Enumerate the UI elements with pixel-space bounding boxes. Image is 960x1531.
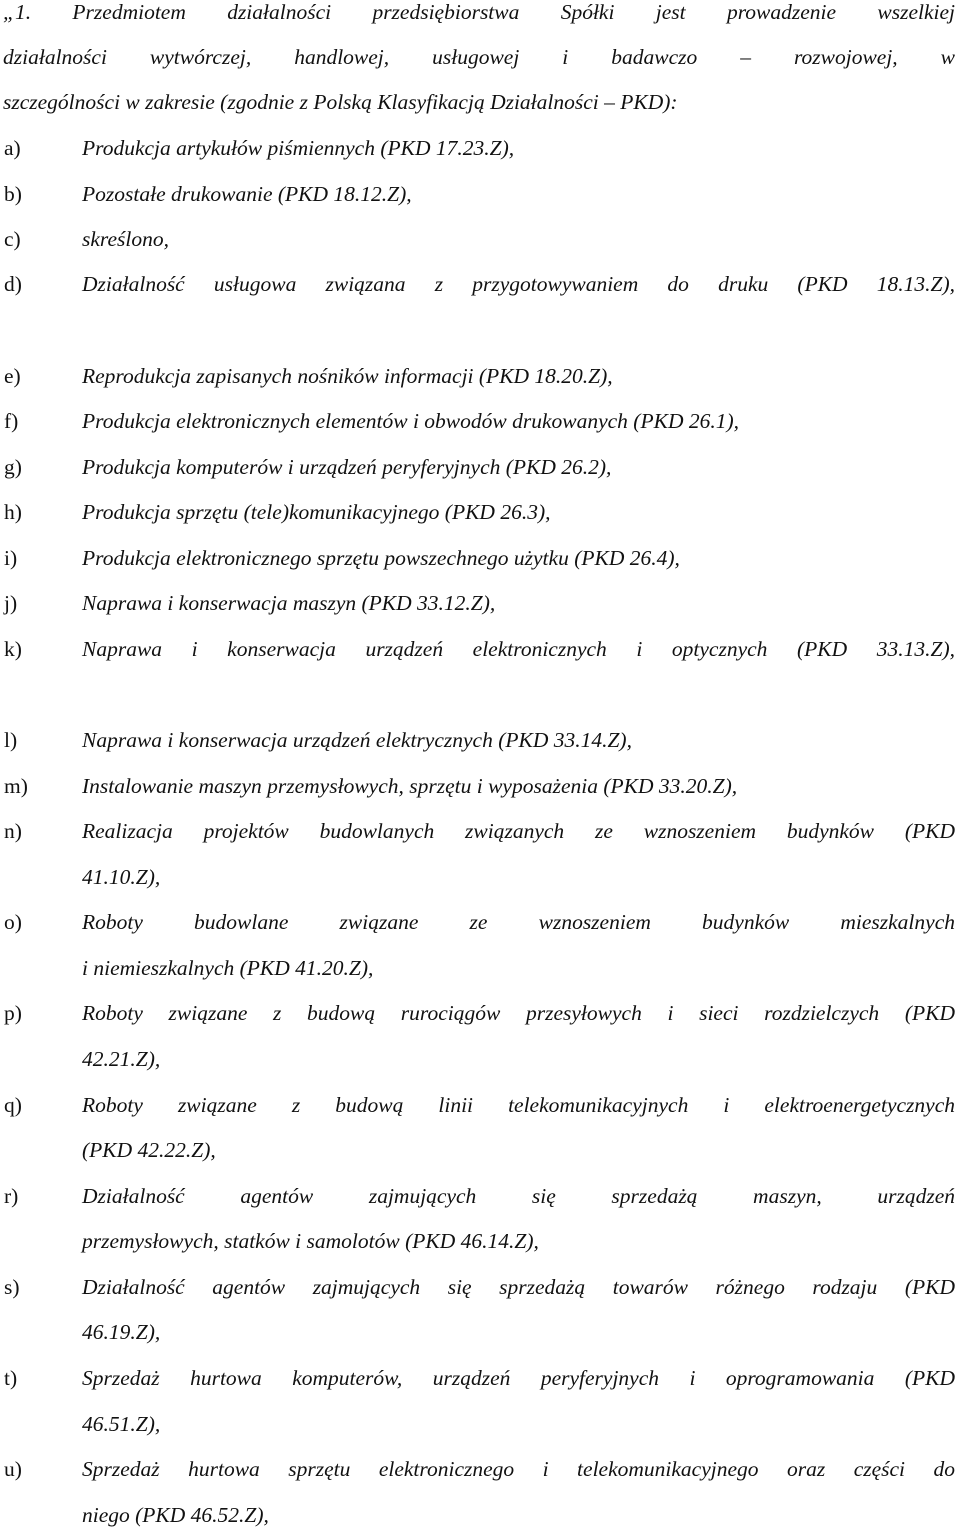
list-item-text-q-cont: (PKD 42.22.Z),: [82, 1138, 216, 1162]
list-item-letter-u: u): [4, 1457, 22, 1481]
list-item-text-r-cont: przemysłowych, statków i samolotów (PKD 46.14.Z),: [82, 1229, 539, 1253]
list-item-text-m: Instalowanie maszyn przemysłowych, sprzętu i wyposażenia (PKD 33.20.Z),: [82, 774, 738, 798]
list-item-letter-b: b): [4, 182, 22, 206]
list-item-text-l: Naprawa i konserwacja urządzeń elektrycznych (PKD 33.14.Z),: [82, 728, 632, 752]
list-item-text-u: Sprzedaż hurtowa sprzętu elektronicznego i telekomunikacyjnego oraz części do: [82, 1457, 955, 1481]
list-item-text-f: Produkcja elektronicznych elementów i obwodów drukowanych (PKD 26.1),: [82, 409, 739, 433]
list-item-letter-j: j): [4, 591, 18, 615]
list-item-text-n: Realizacja projektów budowlanych związanych ze wznoszeniem budynków (PKD: [82, 819, 955, 843]
list-item-letter-l: l): [4, 728, 18, 752]
list-item-letter-f: f): [4, 409, 19, 433]
list-item-letter-c: c): [4, 227, 21, 251]
list-item-text-o: Roboty budowlane związane ze wznoszeniem budynków mieszkalnych: [82, 910, 955, 934]
list-item-letter-a: a): [4, 136, 21, 160]
list-item-letter-n: n): [4, 819, 22, 843]
intro-line-1: „1. Przedmiotem działalności przedsiębiorstwa Spółki jest prowadzenie wszelkiej: [3, 0, 955, 24]
list-item-letter-g: g): [4, 455, 22, 479]
list-item-text-j: Naprawa i konserwacja maszyn (PKD 33.12.Z),: [82, 591, 496, 615]
list-item-text-t-cont: 46.51.Z),: [82, 1412, 161, 1436]
list-item-text-e: Reprodukcja zapisanych nośników informacji (PKD 18.20.Z),: [82, 364, 613, 388]
list-item-letter-h: h): [4, 500, 22, 524]
list-item-letter-p: p): [4, 1001, 22, 1025]
list-item-text-u-cont: niego (PKD 46.52.Z),: [82, 1503, 269, 1527]
list-item-letter-e: e): [4, 364, 21, 388]
list-item-text-a: Produkcja artykułów piśmiennych (PKD 17.23.Z),: [82, 136, 515, 160]
list-item-letter-i: i): [4, 546, 18, 570]
intro-line-2: działalności wytwórczej, handlowej, usługowej i badawczo – rozwojowej, w: [3, 45, 955, 69]
list-item-letter-o: o): [4, 910, 22, 934]
list-item-text-c: skreślono,: [82, 227, 169, 251]
list-item-text-d: Działalność usługowa związana z przygotowywaniem do druku (PKD 18.13.Z),: [82, 272, 955, 296]
list-item-letter-q: q): [4, 1093, 22, 1117]
list-item-text-n-cont: 41.10.Z),: [82, 865, 161, 889]
list-item-text-i: Produkcja elektronicznego sprzętu powszechnego użytku (PKD 26.4),: [82, 546, 680, 570]
list-item-text-o-cont: i niemieszkalnych (PKD 41.20.Z),: [82, 956, 374, 980]
list-item-letter-s: s): [4, 1275, 20, 1299]
list-item-text-g: Produkcja komputerów i urządzeń peryferyjnych (PKD 26.2),: [82, 455, 612, 479]
list-item-text-p-cont: 42.21.Z),: [82, 1047, 161, 1071]
list-item-letter-m: m): [4, 774, 28, 798]
list-item-letter-r: r): [4, 1184, 19, 1208]
list-item-text-h: Produkcja sprzętu (tele)komunikacyjnego (PKD 26.3),: [82, 500, 551, 524]
list-item-text-p: Roboty związane z budową rurociągów przesyłowych i sieci rozdzielczych (PKD: [82, 1001, 955, 1025]
list-item-letter-t: t): [4, 1366, 18, 1390]
list-item-text-s-cont: 46.19.Z),: [82, 1320, 161, 1344]
list-item-text-t: Sprzedaż hurtowa komputerów, urządzeń peryferyjnych i oprogramowania (PKD: [82, 1366, 955, 1390]
list-item-text-s: Działalność agentów zajmujących się sprzedażą towarów różnego rodzaju (PKD: [82, 1275, 955, 1299]
list-item-text-k: Naprawa i konserwacja urządzeń elektronicznych i optycznych (PKD 33.13.Z),: [82, 637, 955, 661]
list-item-letter-k: k): [4, 637, 22, 661]
list-item-text-b: Pozostałe drukowanie (PKD 18.12.Z),: [82, 182, 412, 206]
intro-line-3: szczególności w zakresie (zgodnie z Polską Klasyfikacją Działalności – PKD):: [3, 90, 678, 114]
list-item-letter-d: d): [4, 272, 22, 296]
list-item-text-r: Działalność agentów zajmujących się sprzedażą maszyn, urządzeń: [82, 1184, 955, 1208]
list-item-text-q: Roboty związane z budową linii telekomunikacyjnych i elektroenergetycznych: [82, 1093, 955, 1117]
